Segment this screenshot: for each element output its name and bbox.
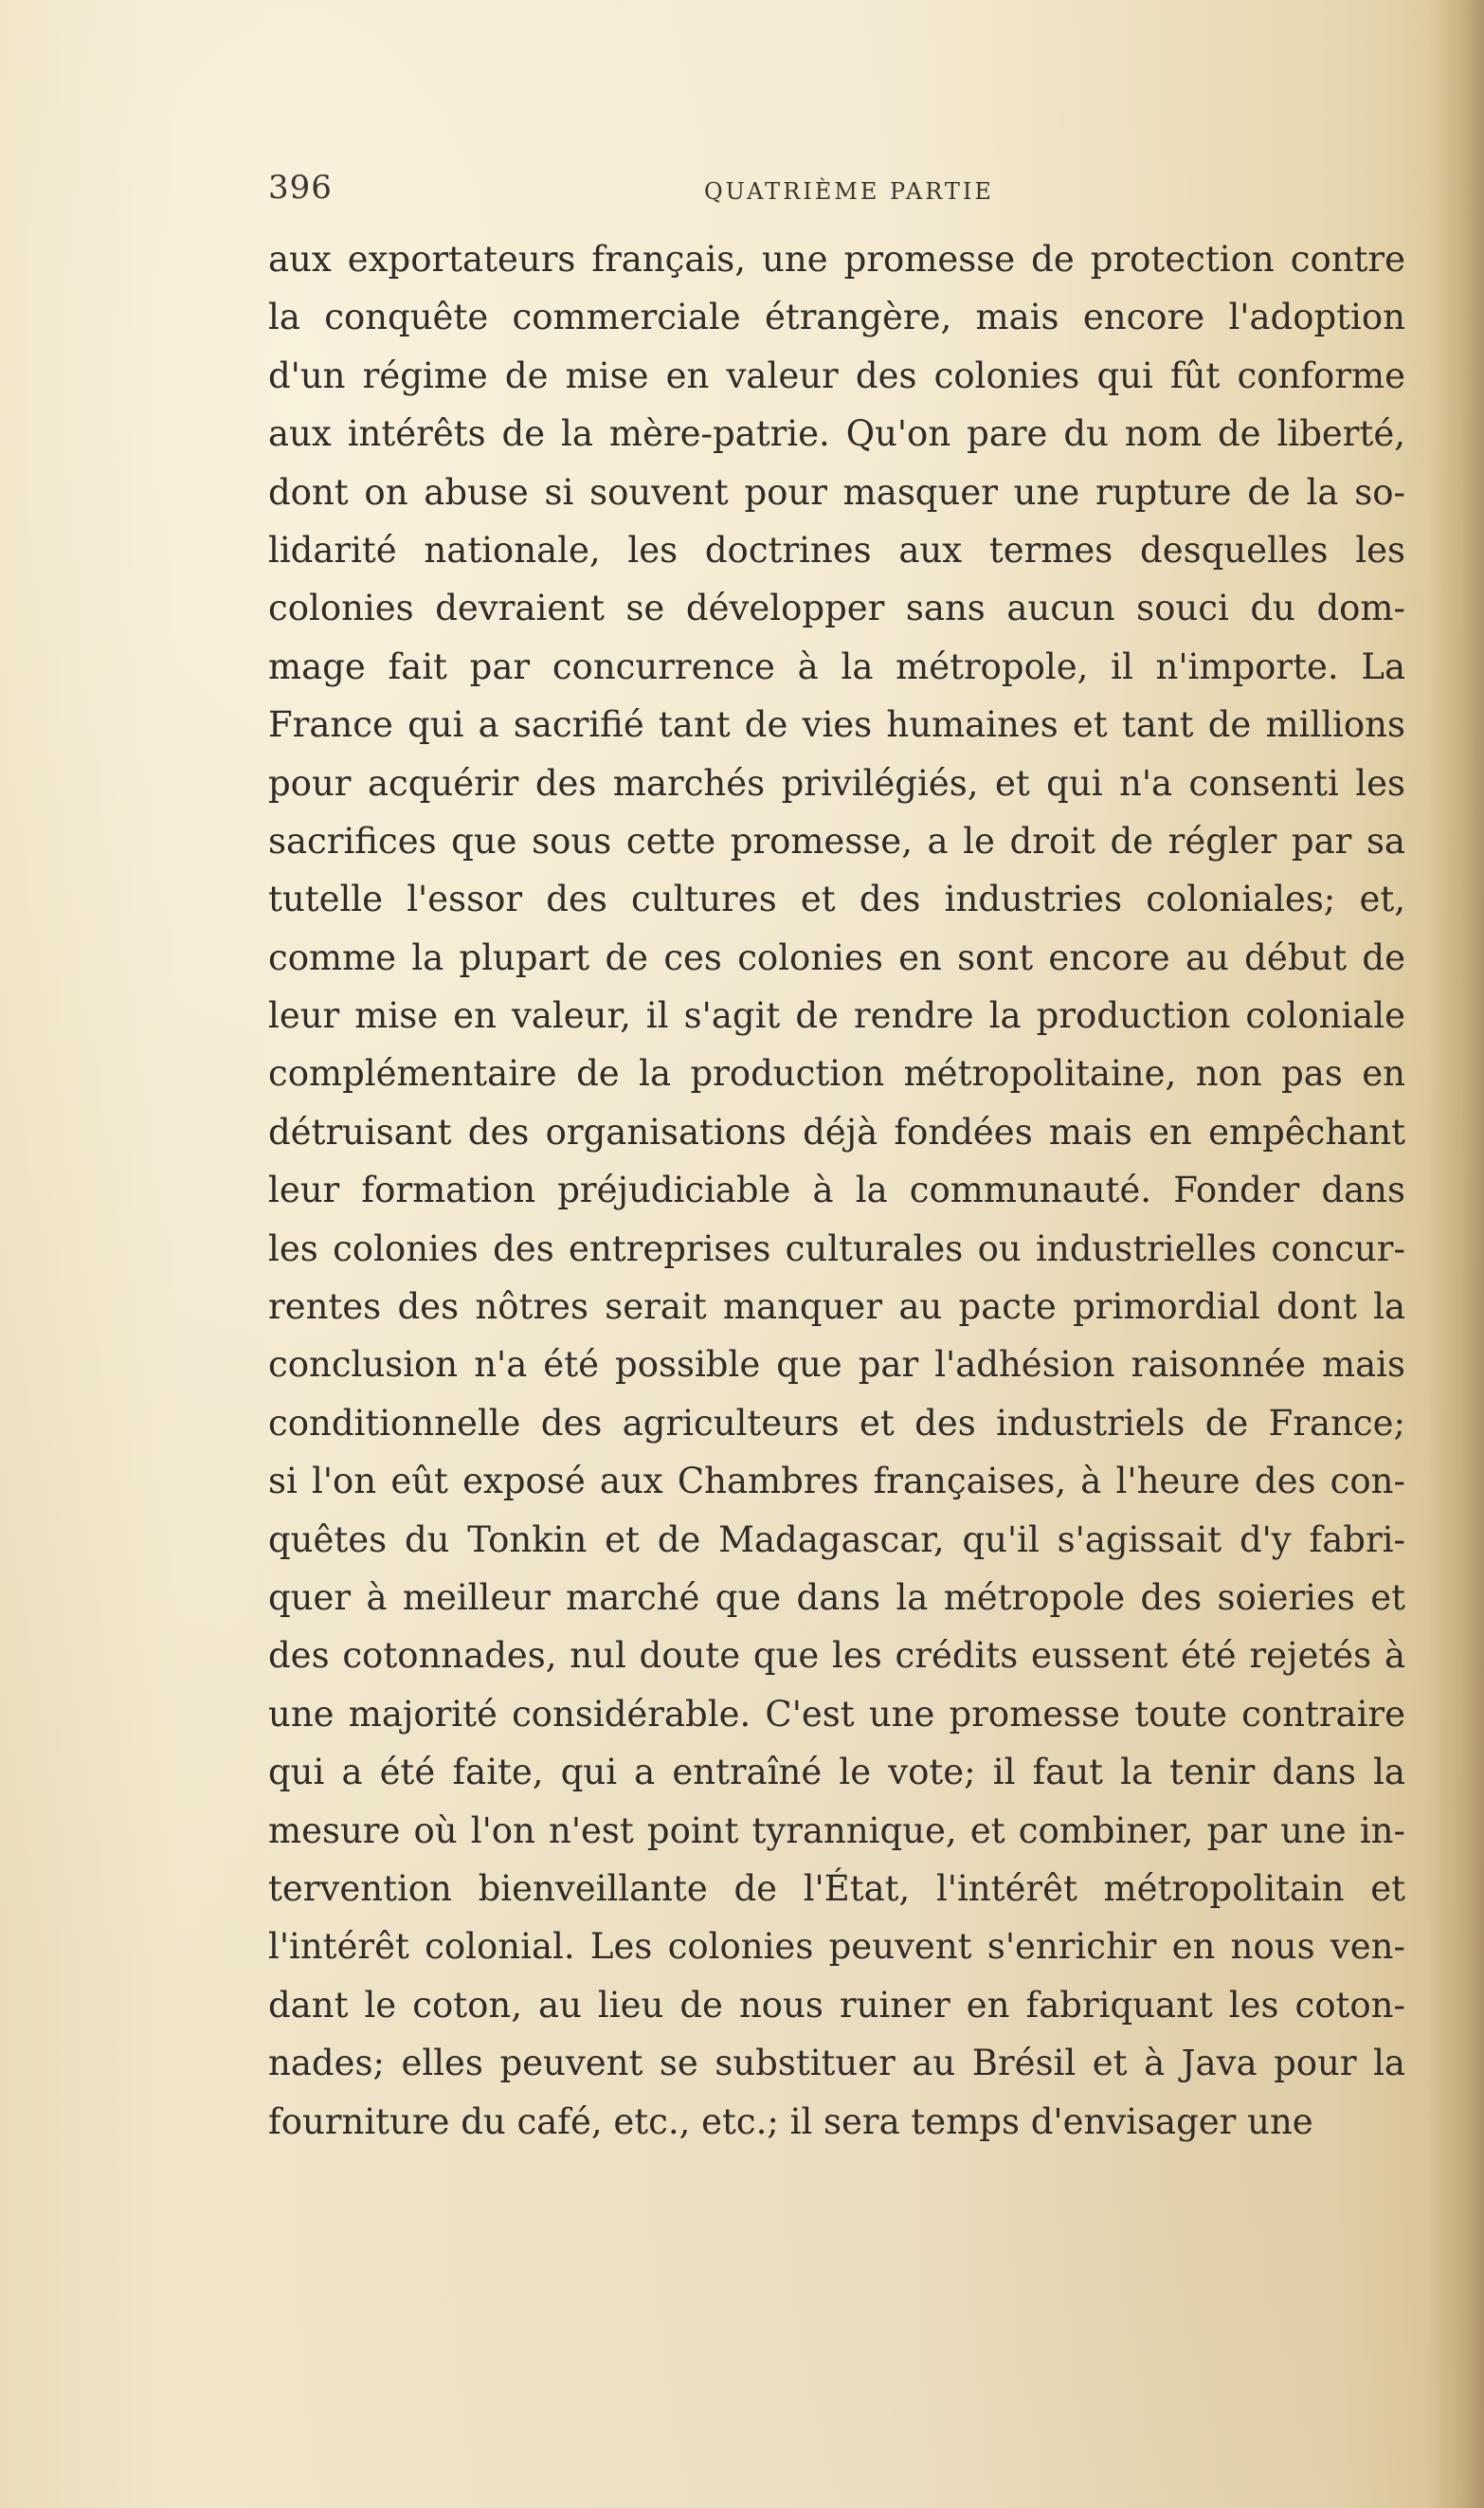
text-line: colonies devraient se développer sans aucun souci du dom- (268, 588, 1405, 629)
text-line: leur mise en valeur, il s'agit de rendre la production coloniale (268, 995, 1405, 1037)
page-header (268, 169, 1386, 214)
text-line: fourniture du café, etc., etc.; il sera temps d'envisager une (268, 2100, 1313, 2142)
text-line: tervention bienveillante de l'État, l'intérêt métropolitain et (268, 1867, 1405, 1909)
text-line: sacrifices que sous cette promesse, a le droit de régler par sa (268, 820, 1405, 862)
text-line: l'intérêt colonial. Les colonies peuvent s'enrichir en nous ven- (268, 1926, 1405, 1968)
text-line: mage fait par concurrence à la métropole, il n'importe. La (268, 645, 1405, 687)
text-line: comme la plupart de ces colonies en sont encore au début de (268, 936, 1405, 978)
text-line: tutelle l'essor des cultures et des industries coloniales; et, (268, 879, 1405, 920)
text-line: dant le coton, au lieu de nous ruiner en fabriquant les coton- (268, 1984, 1405, 2026)
text-line: une majorité considérable. C'est une promesse toute contraire (268, 1693, 1405, 1735)
text-line: la conquête commerciale étrangère, mais encore l'adoption (268, 297, 1405, 338)
text-line: détruisant des organisations déjà fondées mais en empêchant (268, 1111, 1405, 1153)
text-line: conditionnelle des agriculteurs et des industriels de France; (268, 1402, 1405, 1444)
text-line: complémentaire de la production métropolitaine, non pas en (268, 1053, 1405, 1095)
text-line: pour acquérir des marchés privilégiés, et qui n'a consenti les (268, 762, 1405, 804)
text-line: lidarité nationale, les doctrines aux termes desquelles les (268, 529, 1405, 571)
text-line: les colonies des entreprises culturales ou industrielles concur- (268, 1227, 1405, 1269)
text-line: aux exportateurs français, une promesse de protection contre (268, 239, 1405, 280)
page-number: 396 (268, 169, 333, 207)
page-gutter-shadow (1427, 0, 1484, 2508)
text-line: qui a été faite, qui a entraîné le vote; il faut la tenir dans la (268, 1752, 1405, 1793)
text-line: quer à meilleur marché que dans la métropole des soieries et (268, 1576, 1405, 1618)
text-line: aux intérêts de la mère-patrie. Qu'on pare du nom de liberté, (268, 413, 1405, 455)
running-head: QUATRIÈME PARTIE (704, 178, 994, 205)
text-line: d'un régime de mise en valeur des colonies qui fût conforme (268, 354, 1405, 396)
text-line: quêtes du Tonkin et de Madagascar, qu'il s'agissait d'y fabri- (268, 1518, 1405, 1560)
text-line: des cotonnades, nul doute que les crédits eussent été rejetés à (268, 1635, 1405, 1677)
body-text (268, 230, 1405, 2151)
text-line: mesure où l'on n'est point tyrannique, et combiner, par une in- (268, 1809, 1405, 1851)
text-line: conclusion n'a été possible que par l'adhésion raisonnée mais (268, 1344, 1405, 1386)
text-line: si l'on eût exposé aux Chambres françaises, à l'heure des con- (268, 1461, 1405, 1502)
text-line: dont on abuse si souvent pour masquer une rupture de la so- (268, 471, 1405, 513)
text-line: nades; elles peuvent se substituer au Brésil et à Java pour la (268, 2043, 1405, 2084)
text-line: leur formation préjudiciable à la communauté. Fonder dans (268, 1170, 1405, 1211)
text-line: rentes des nôtres serait manquer au pacte primordial dont la (268, 1286, 1405, 1328)
text-line: France qui a sacrifié tant de vies humaines et tant de millions (268, 704, 1405, 746)
